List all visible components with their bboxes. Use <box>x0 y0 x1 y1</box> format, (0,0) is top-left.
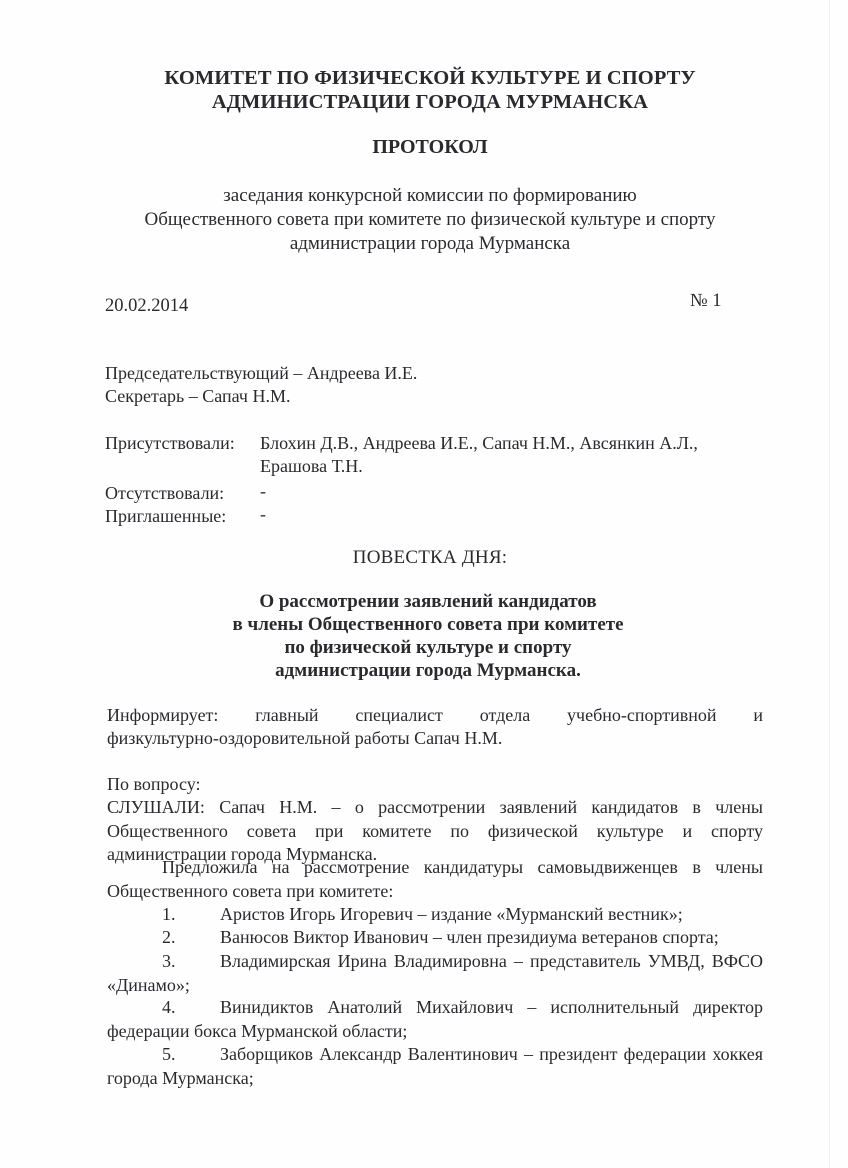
candidate-text: Владимирская Ирина Владимировна – представитель УМВД, ВФСО «Динамо»; <box>107 951 763 995</box>
informs-line-1: Информирует: главный специалист отдела учебно-спортивной и <box>107 705 763 725</box>
subtitle-line-1: заседания конкурсной комиссии по формированию <box>223 185 637 206</box>
organization-header <box>10 66 848 114</box>
candidate-number: 5. <box>162 1044 176 1064</box>
candidate-text: Винидиктов Анатолий Михайлович – исполнительный директор федерации бокса Мурманской области; <box>107 997 763 1041</box>
agenda-item <box>4 590 848 682</box>
candidate-number: 3. <box>162 951 176 971</box>
candidate-number: 1. <box>162 904 176 924</box>
present-label: Присутствовали: <box>105 433 235 453</box>
protocol-number: № 1 <box>690 291 722 311</box>
candidate-list-item <box>107 903 763 927</box>
informs-line-2: физкультурно-оздоровительной работы Сапач Н.М. <box>107 728 503 748</box>
organization-line-2: АДМИНИСТРАЦИИ ГОРОДА МУРМАНСКА <box>211 91 649 113</box>
candidate-list-item <box>107 996 763 1043</box>
candidate-number: 2. <box>162 927 176 947</box>
candidate-list-item <box>107 1043 763 1090</box>
absent-label: Отсутствовали: <box>105 483 225 503</box>
heard-paragraph: СЛУШАЛИ: Сапач Н.М. – о рассмотрении заявлений кандидатов в члены Общественного совета при комитете по физической культуре и спорту администрации города Мурманска. <box>107 797 763 864</box>
present-list: Блохин Д.В., Андреева И.Е., Сапач Н.М., Авсянкин А.Л., Ерашова Т.Н. <box>260 433 698 476</box>
candidate-text: Заборщиков Александр Валентинович – президент федерации хоккея города Мурманска; <box>107 1044 763 1088</box>
agenda-item-line-3: по физической культуре и спорту <box>284 637 572 658</box>
agenda-heading: ПОВЕСТКА ДНЯ: <box>352 547 508 568</box>
protocol-date: 20.02.2014 <box>105 296 189 316</box>
document-subtitle <box>10 184 848 256</box>
candidate-text: Ванюсов Виктор Иванович – член президиума ветеранов спорта; <box>220 927 719 947</box>
invited-label: Приглашенные: <box>105 506 227 526</box>
candidate-list-item <box>107 950 763 997</box>
candidate-text: Аристов Игорь Игоревич – издание «Мурманский вестник»; <box>220 904 683 924</box>
candidate-list-item <box>107 926 763 950</box>
scan-edge-shadow <box>829 0 830 1168</box>
agenda-item-line-4: администрации города Мурманска. <box>275 660 581 681</box>
subtitle-line-2: Общественного совета при комитете по физической культуре и спорту <box>144 209 716 230</box>
absent-value: - <box>260 481 266 501</box>
agenda-item-line-2: в члены Общественного совета при комитете <box>232 614 624 635</box>
organization-line-1: КОМИТЕТ ПО ФИЗИЧЕСКОЙ КУЛЬТУРЕ И СПОРТУ <box>164 67 696 89</box>
document-type-title: ПРОТОКОЛ <box>372 136 488 158</box>
subtitle-line-3: администрации города Мурманска <box>289 233 571 254</box>
proposed-paragraph: Предложила на рассмотрение кандидатуры самовыдвиженцев в члены Общественного совета при комитете: <box>107 857 763 901</box>
invited-value: - <box>260 504 266 524</box>
secretary: Секретарь – Сапач Н.М. <box>105 386 291 406</box>
question-label: По вопросу: <box>107 774 201 794</box>
agenda-item-line-1: О рассмотрении заявлений кандидатов <box>259 591 597 612</box>
candidate-number: 4. <box>162 997 176 1017</box>
chairperson: Председательствующий – Андреева И.Е. <box>105 363 418 383</box>
